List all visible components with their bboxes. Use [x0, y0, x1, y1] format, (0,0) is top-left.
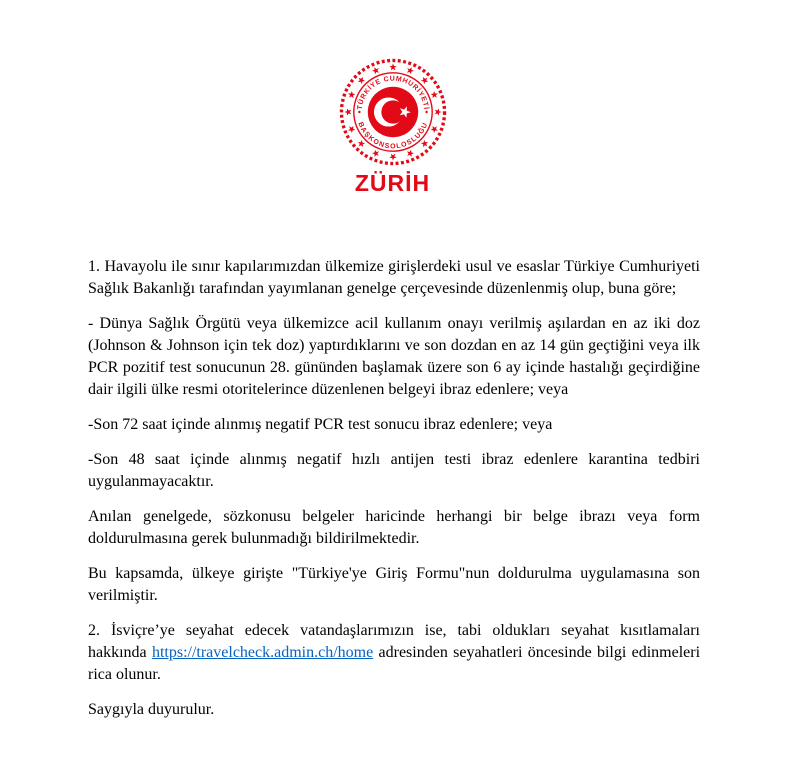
ring-separator-dot-right	[425, 111, 427, 113]
emblem-top-text: TÜRKİYE CUMHURİYETİ	[356, 75, 429, 111]
emblem-bottom-text: BAŞKONSOLOSLUĞU	[355, 121, 430, 151]
ring-separator-dot-left	[358, 111, 360, 113]
announcement-body	[88, 256, 700, 734]
letterhead	[0, 56, 785, 197]
consulate-city-label: ZÜRİH	[354, 170, 431, 196]
paragraph-entry-rules: 1. Havayolu ile sınır kapılarımızdan ülkemize girişlerdeki usul ve esaslar Türkiye Cumhuriyeti Sağlık Bakanlığı tarafından yayımlanan genelge çerçevesinde düzenlenmiş olup, buna göre;	[88, 258, 700, 297]
paragraph-switzerland-before-link: 2. İsviçre’ye seyahat edecek vatandaşlarımızın ise, tabi oldukları seyahat kısıtlamaları hakkında	[88, 622, 700, 661]
paragraph-switzerland-after-link: adresinden seyahatleri öncesinde bilgi edinmeleri rica olunur.	[88, 644, 701, 683]
paragraph-no-extra-documents: Anılan genelgede, sözkonusu belgeler haricinde herhangi bir belge ibrazı veya form doldurulmasına gerek bulunmadığı bildirilmektedir.	[88, 508, 700, 547]
paragraph-closing: Saygıyla duyurulur.	[88, 701, 215, 718]
paragraph-entry-form-ended: Bu kapsamda, ülkeye girişte "Türkiye'ye Giriş Formu"nun doldurulma uygulamasına son verilmiştir.	[88, 565, 700, 604]
paragraph-antigen-condition: -Son 48 saat içinde alınmış negatif hızlı antijen testi ibraz edenlere karantina tedbiri uygulanmayacaktır.	[88, 451, 700, 490]
travelcheck-link[interactable]: https://travelcheck.admin.ch/home	[151, 644, 374, 661]
paragraph-vaccine-condition: - Dünya Sağlık Örgütü veya ülkemizce acil kullanım onayı verilmiş aşılardan en az iki doz (Johnson & Johnson için tek doz) yaptırdıklarını ve son dozdan en az 14 gün geçtiğini veya ilk PCR pozitif test sonucunun 28. gününden başlamak üzere son 6 ay içinde hastalığı geçirdiğine dair ilgili ülke resmi otoritelerince düzenlenen belgeyi ibraz edenlere; veya	[88, 315, 700, 398]
crescent-star-icon	[367, 87, 417, 137]
paragraph-pcr-condition: -Son 72 saat içinde alınmış negatif PCR test sonucu ibraz edenlere; veya	[88, 416, 553, 433]
paragraph-switzerland-travel	[88, 620, 700, 686]
consulate-emblem-icon	[337, 56, 449, 168]
